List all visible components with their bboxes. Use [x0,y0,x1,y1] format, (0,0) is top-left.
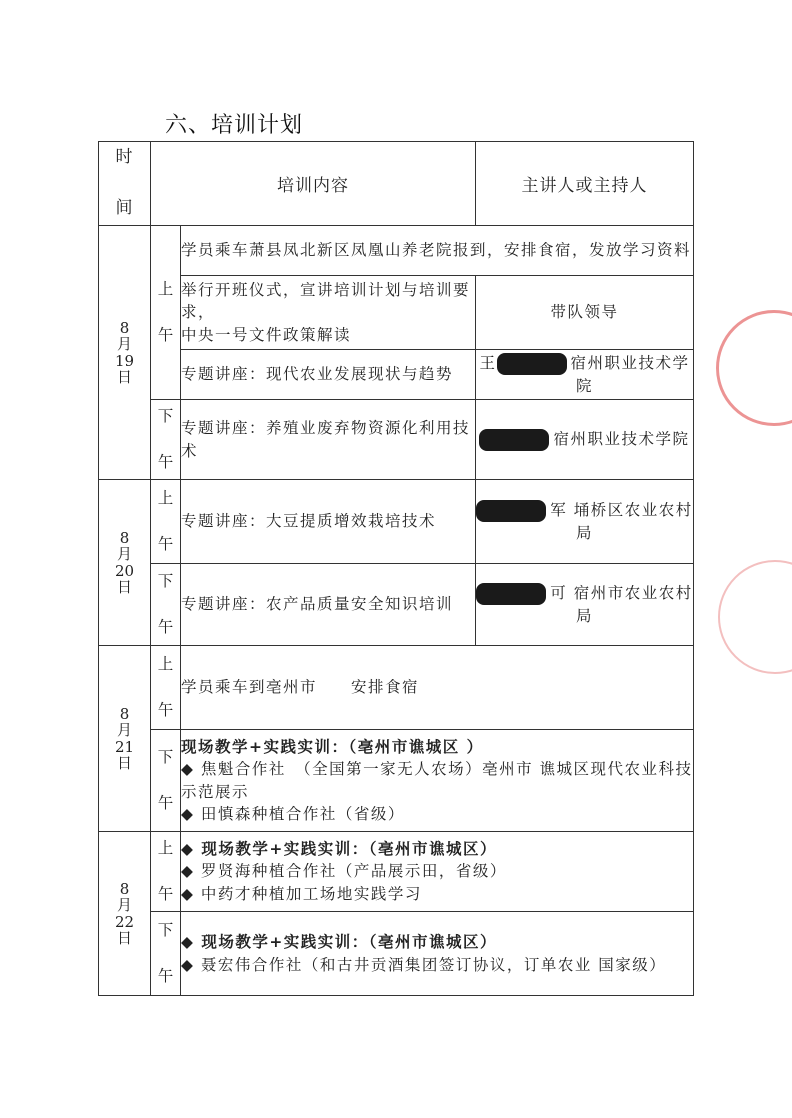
am-char: 午 [157,701,174,720]
list-item: ◆ 聂宏伟合作社（和古井贡酒集团签订协议，订单农业 国家级） [181,955,667,974]
date-part: 月 [116,896,132,914]
am-cell [151,226,181,400]
redaction-mark [476,500,546,522]
table-row [99,350,694,400]
content-cell: 专题讲座：大豆提质增效栽培技术 [181,480,476,564]
pm-char: 午 [157,794,174,813]
content-cell: 学员乘车萧县凤北新区凤凰山养老院报到，安排食宿，发放学习资料 [181,226,694,276]
content-line: 举行开班仪式，宣讲培训计划与培训要求， [181,280,471,322]
date-part: 月 [116,545,132,563]
table-row [99,832,694,912]
pm-cell [151,564,181,646]
date-part: 日 [116,929,132,947]
date-part: 8 [119,704,130,723]
date-part: 日 [116,368,132,386]
table-row [99,912,694,996]
seal-stamp [716,310,792,426]
list-item: ◆ 田慎森种植合作社（省级） [181,804,405,823]
table-row [99,400,694,480]
date-cell-19 [99,226,151,480]
section-heading: ◆ 现场教学+实践实训：（亳州市谯城区） [181,933,498,952]
pm-char: 下 [157,406,174,425]
redaction-mark [479,429,549,451]
date-part: 21 [114,737,135,756]
date-part: 19 [114,351,135,370]
am-cell [151,480,181,564]
date-part: 月 [116,335,132,353]
pm-cell [151,912,181,996]
speaker-cell [476,350,694,400]
content-cell [181,912,694,996]
date-part: 8 [119,528,130,547]
list-item: ◆ 焦魁合作社 （全国第一家无人农场）亳州市 谯城区现代农业科技示范展示 [181,760,693,801]
am-char: 上 [157,654,174,673]
speaker-cell: 带队领导 [476,276,694,350]
table-row [99,564,694,646]
speaker-cell [476,480,694,564]
content-cell [181,832,694,912]
speaker-name-fragment: 可 [550,583,568,602]
date-part: 20 [114,561,135,580]
content-line: 中央一号文件政策解读 [181,325,352,344]
speaker-name-fragment: 军 [550,500,568,519]
speaker-name-fragment: 王 [479,353,497,372]
pm-cell [151,400,181,480]
am-cell [151,646,181,730]
pm-char: 午 [157,967,174,986]
content-cell: 专题讲座：养殖业废弃物资源化利用技术 [181,400,476,480]
section-heading: 现场教学+实践实训：（亳州市谯城区 ） [181,737,484,756]
am-char: 午 [157,885,174,904]
training-plan-table [98,141,694,996]
table-row [99,226,694,276]
am-char: 上 [157,488,174,507]
pm-char: 午 [157,618,174,637]
speaker-org: 埇桥区农业农村局 [573,500,693,542]
page-title: 六、培训计划 [165,113,304,138]
pm-cell [151,730,181,832]
header-time-char-2: 间 [115,198,134,219]
date-part: 8 [119,318,130,337]
table-row [99,646,694,730]
pm-char: 下 [157,571,174,590]
content-cell: 学员乘车到亳州市 安排食宿 [181,646,694,730]
am-char: 上 [157,838,174,857]
speaker-org: 宿州市农业农村局 [573,583,693,625]
am-cell [151,832,181,912]
content-cell [181,730,694,832]
speaker-cell [476,400,694,480]
speaker-cell [476,564,694,646]
date-part: 日 [116,578,132,596]
pm-char: 午 [157,453,174,472]
section-heading: ◆ 现场教学+实践实训：（亳州市谯城区） [181,839,498,858]
table-header-row [99,142,694,226]
date-part: 22 [114,912,135,931]
list-item: ◆ 罗贤海种植合作社（产品展示田，省级） [181,862,507,881]
speaker-org: 宿州职业技术学院 [570,353,690,395]
date-cell-20 [99,480,151,646]
date-cell-22 [99,832,151,996]
seal-stamp [718,560,792,674]
header-time-char-1: 时 [115,147,134,168]
header-content: 培训内容 [151,142,476,226]
content-cell: 专题讲座：现代农业发展现状与趋势 [181,350,476,400]
am-char: 上 [157,279,174,298]
redaction-mark [476,583,546,605]
pm-char: 下 [157,747,174,766]
header-time [99,142,151,226]
header-speaker: 主讲人或主持人 [476,142,694,226]
content-cell [181,276,476,350]
table-row [99,730,694,832]
redaction-mark [497,353,567,375]
date-part: 日 [116,754,132,772]
am-char: 午 [157,326,174,345]
date-cell-21 [99,646,151,832]
am-char: 午 [157,535,174,554]
content-cell: 专题讲座：农产品质量安全知识培训 [181,564,476,646]
speaker-org: 宿州职业技术学院 [553,430,690,448]
list-item: ◆ 中药才种植加工场地实践学习 [181,884,422,903]
pm-char: 下 [157,920,174,939]
date-part: 8 [119,879,130,898]
table-row [99,480,694,564]
table-row [99,276,694,350]
date-part: 月 [116,721,132,739]
